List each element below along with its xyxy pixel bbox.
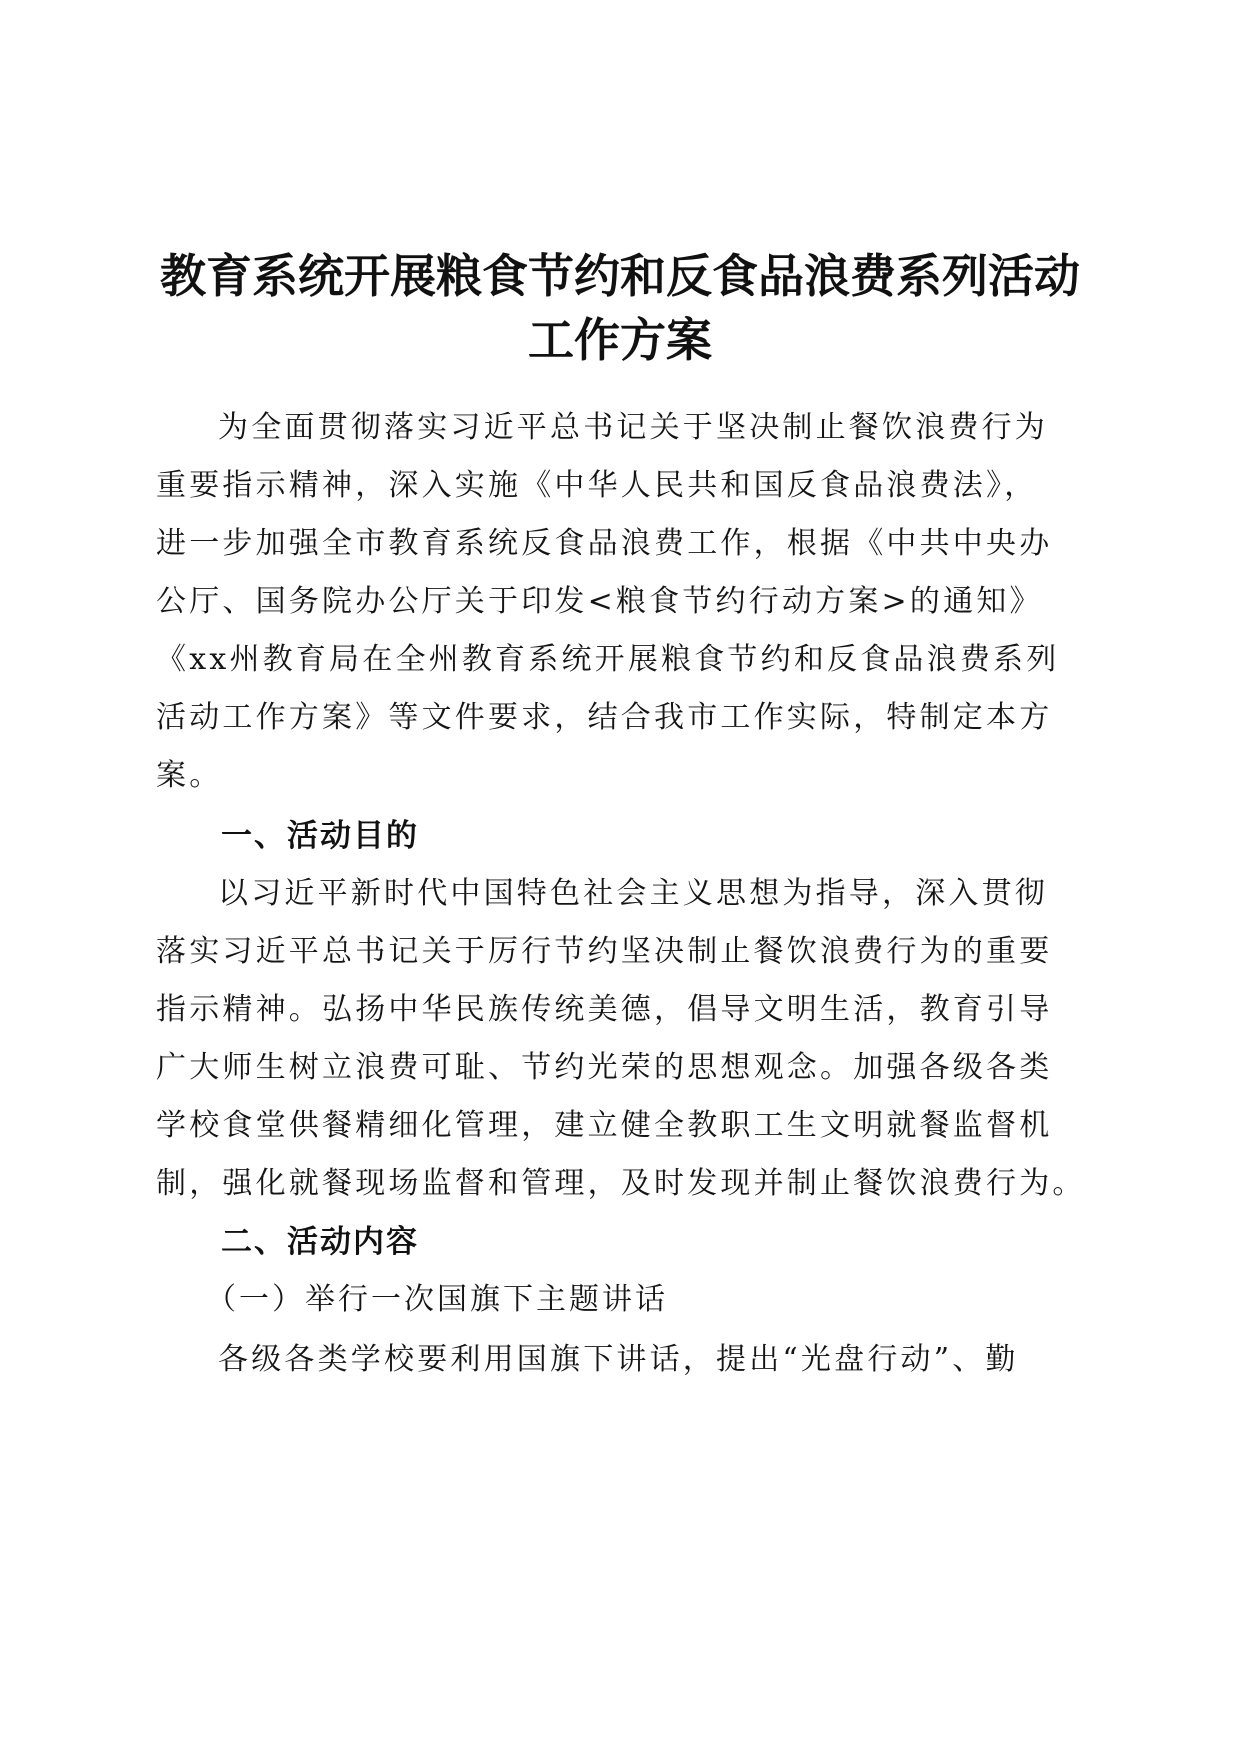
intro-line: 为全面贯彻落实习近平总书记关于坚决制止餐饮浪费行为 xyxy=(218,410,1048,445)
intro-line: 公厅、国务院办公厅关于印发<粮食节约行动方案>的通知》 xyxy=(156,584,1043,619)
section1-line: 学校食堂供餐精细化管理，建立健全教职工生文明就餐监督机 xyxy=(156,1108,1053,1143)
section1-line: 落实习近平总书记关于厉行节约坚决制止餐饮浪费行为的重要 xyxy=(156,934,1053,969)
section1-line: 制，强化就餐现场监督和管理，及时发现并制止餐饮浪费行为。 xyxy=(156,1166,1086,1201)
section1-line: 指示精神。弘扬中华民族传统美德，倡导文明生活，教育引导 xyxy=(156,992,1053,1027)
intro-line: 案。 xyxy=(156,758,223,793)
intro-line: 活动工作方案》等文件要求，结合我市工作实际，特制定本方 xyxy=(156,700,1053,735)
section-heading-purpose: 一、活动目的 xyxy=(221,818,419,854)
section-heading-content: 二、活动内容 xyxy=(221,1224,419,1260)
intro-line: 《xx州教育局在全州教育系统开展粮食节约和反食品浪费系列 xyxy=(156,642,1060,677)
intro-line: 重要指示精神，深入实施《中华人民共和国反食品浪费法》， xyxy=(156,468,1038,503)
section1-line: 以习近平新时代中国特色社会主义思想为指导，深入贯彻 xyxy=(218,876,1048,911)
subsection-heading-flag-speech: （一）举行一次国旗下主题讲话 xyxy=(206,1282,668,1317)
document-title-line-2: 工作方案 xyxy=(528,313,712,367)
section2-line: 各级各类学校要利用国旗下讲话，提出“光盘行动”、勤 xyxy=(218,1342,1019,1377)
section1-line: 广大师生树立浪费可耻、节约光荣的思想观念。加强各级各类 xyxy=(156,1050,1053,1085)
document-title-line-1: 教育系统开展粮食节约和反食品浪费系列活动 xyxy=(160,249,1080,303)
intro-line: 进一步加强全市教育系统反食品浪费工作，根据《中共中央办 xyxy=(156,526,1053,561)
